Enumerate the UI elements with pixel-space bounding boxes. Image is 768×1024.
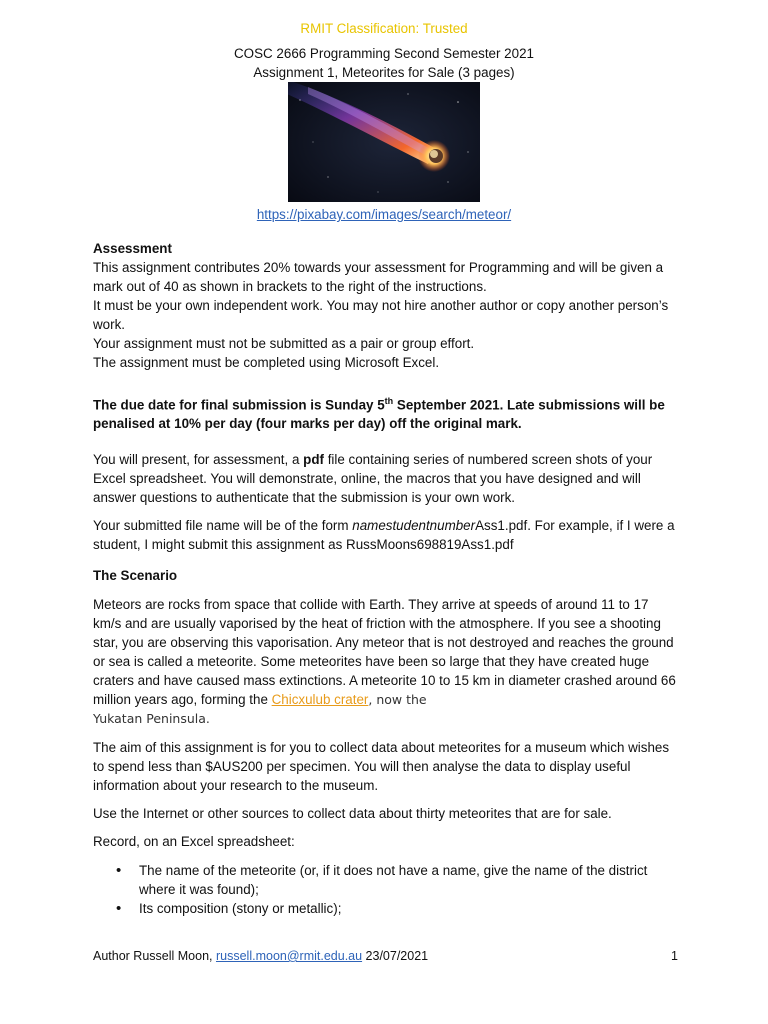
assessment-line: Your assignment must not be submitted as a pair or group effort.: [93, 336, 475, 351]
scenario-section: [93, 566, 678, 918]
scenario-heading: The Scenario: [93, 568, 178, 583]
assessment-line: It must be your own independent work. You may not hire another author or copy another person’s work.: [93, 298, 669, 332]
footer-author: Author Russell Moon,: [93, 949, 216, 963]
filename-text: Your submitted file name will be of the form: [93, 518, 353, 533]
filename-paragraph: [93, 516, 678, 554]
list-item: • Its composition (stony or metallic);: [139, 899, 678, 918]
scenario-paragraph: [93, 595, 678, 709]
due-date-penalty: September 2021. Late submissions will be penalised at 10% per day (four marks per day) off the original mark.: [93, 397, 665, 432]
crater-link[interactable]: Chicxulub crater: [271, 692, 369, 707]
collect-paragraph: Use the Internet or other sources to collect data about thirty meteorites that are for sale.: [93, 806, 612, 821]
presentation-text: You will present, for assessment, a: [93, 452, 304, 467]
due-date-suffix: th: [384, 396, 394, 406]
list-item: • The name of the meteorite (or, if it does not have a name, give the name of the district where it was found);: [139, 861, 678, 899]
page-footer: [93, 947, 678, 966]
page-number: 1: [671, 949, 678, 963]
assessment-heading: Assessment: [93, 241, 172, 256]
filename-pattern: namestudentnumber: [352, 518, 476, 533]
classification-label: RMIT Classification: Trusted: [300, 21, 468, 36]
due-date-notice: [93, 392, 678, 433]
document-title: [0, 44, 768, 82]
record-list: [93, 861, 678, 918]
meteor-illustration: [288, 82, 480, 202]
aim-paragraph: The aim of this assignment is for you to collect data about meteorites for a museum which wishes to spend less than $AUS200 per specimen. You will then analyse the data to display useful information about your research to the museum.: [93, 740, 670, 793]
presentation-text-rest: file containing series of numbered screen shots of your Excel spreadsheet. You will demonstrate, online, the macros that you have designed and will answer questions to authenticate that the submission is your own work.: [93, 452, 653, 505]
due-date-text: The due date for final submission is Sunday 5: [93, 397, 385, 413]
scenario-tail: , now the: [368, 692, 427, 707]
pdf-word: pdf: [303, 452, 324, 467]
assessment-section: [93, 239, 678, 372]
assignment-line: Assignment 1, Meteorites for Sale (3 pages): [253, 65, 515, 80]
author-email-link[interactable]: russell.moon@rmit.edu.au: [215, 949, 363, 963]
meteor-image: [288, 82, 480, 202]
assessment-line: This assignment contributes 20% towards your assessment for Programming and will be given a mark out of 40 as shown in brackets to the right of the instructions.: [93, 260, 664, 294]
image-source-link[interactable]: https://pixabay.com/images/search/meteor/: [256, 207, 512, 222]
assessment-line: The assignment must be completed using Microsoft Excel.: [93, 355, 440, 370]
presentation-paragraph: [93, 450, 678, 507]
filename-example: Ass1.pdf. For example, if I were a student, I might submit this assignment as RussMoons698819Ass1.pdf: [93, 518, 675, 552]
yukatan-line: Yukatan Peninsula.: [93, 711, 210, 726]
scenario-text: Meteors are rocks from space that collide with Earth. They arrive at speeds of around 11 to 17 km/s and are usually vaporised by the heat of friction with the atmosphere. If you see a shooting star, you are observing this vaporisation. Any meteor that is not destroyed and reaches the ground or sea is called a meteorite. Some meteorites have been so large that they have created huge craters and have caused mass extinctions. A meteorite 10 to 15 km in diameter crashed around 66 million years ago, forming the: [93, 597, 676, 707]
record-paragraph: Record, on an Excel spreadsheet:: [93, 834, 295, 849]
footer-date: 23/07/2021: [362, 949, 429, 963]
course-line: COSC 2666 Programming Second Semester 2021: [234, 46, 534, 61]
presentation-section: [93, 450, 678, 554]
